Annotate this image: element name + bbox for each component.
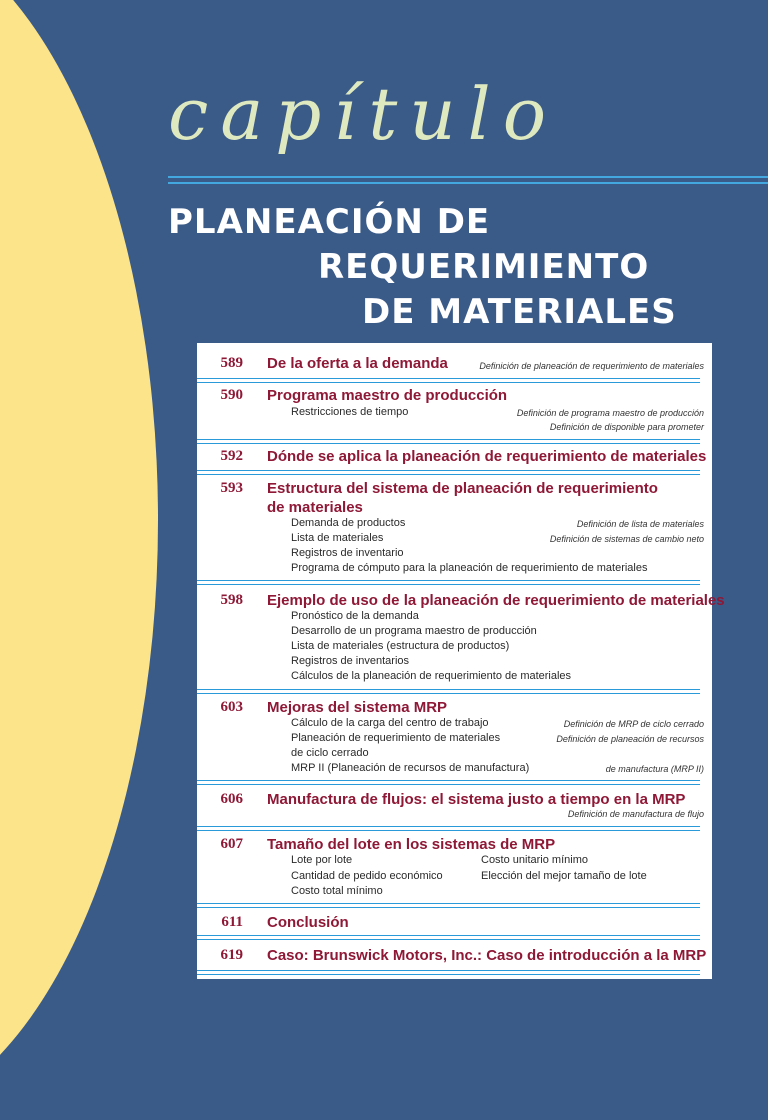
separator (197, 935, 700, 940)
separator (197, 689, 700, 694)
page-number: 592 (220, 448, 243, 464)
page-number: 603 (220, 699, 243, 715)
separator (197, 826, 700, 831)
page-number: 619 (220, 947, 243, 963)
section-heading: Caso: Brunswick Motors, Inc.: Caso de introducción a la MRP (267, 947, 707, 964)
page-number: 589 (220, 355, 243, 371)
definition: Definición de sistemas de cambio neto (549, 534, 704, 544)
page-number: 607 (220, 836, 243, 852)
section-heading: Programa maestro de producción (267, 387, 508, 404)
subsection: Demanda de productos (291, 517, 406, 529)
separator (197, 970, 700, 975)
subsection: Planeación de requerimiento de materiales (291, 732, 501, 744)
subsection: Costo total mínimo (291, 885, 383, 897)
subsection: Cantidad de pedido económico (291, 870, 443, 882)
definition: Definición de planeación de requerimiento de materiales (479, 361, 704, 371)
definition: Definición de programa maestro de producción (516, 408, 704, 418)
subsection: de ciclo cerrado (291, 747, 369, 759)
definition: Definición de disponible para prometer (549, 422, 704, 432)
title-line-3: DE MATERIALES (362, 292, 677, 332)
separator (197, 378, 700, 383)
subsection: Programa de cómputo para la planeación de requerimiento de materiales (291, 562, 648, 574)
definition: Definición de planeación de recursos (556, 734, 704, 744)
section-heading: Tamaño del lote en los sistemas de MRP (267, 836, 556, 853)
separator (197, 439, 700, 444)
separator (197, 780, 700, 785)
subsection: Lote por lote (291, 854, 353, 866)
separator (197, 903, 700, 908)
subsection: Lista de materiales (estructura de productos) (291, 640, 510, 652)
section-heading: Dónde se aplica la planeación de requerimiento de materiales (267, 448, 707, 465)
yellow-side-panel (0, 0, 158, 1120)
subsection: Pronóstico de la demanda (291, 610, 419, 622)
page-number: 598 (220, 592, 243, 608)
definition: Definición de manufactura de flujo (567, 809, 704, 819)
page-number: 593 (220, 480, 243, 496)
chapter-word: capítulo (168, 72, 559, 156)
subsection: Costo unitario mínimo (481, 854, 588, 866)
subsection: Registros de inventarios (291, 655, 410, 667)
table-of-contents (197, 343, 725, 979)
section-heading: Ejemplo de uso de la planeación de requerimiento de materiales (267, 592, 725, 609)
separator (197, 580, 700, 585)
page-number: 606 (220, 791, 243, 807)
definition: Definición de MRP de ciclo cerrado (563, 719, 704, 729)
section-heading: Conclusión (267, 914, 349, 931)
subsection: Registros de inventario (291, 547, 404, 559)
subsection: MRP II (Planeación de recursos de manufactura) (291, 762, 530, 774)
section-heading: Manufactura de flujos: el sistema justo a tiempo en la MRP (267, 791, 686, 808)
title-line-2: REQUERIMIENTO (318, 247, 650, 287)
section-heading-cont: de materiales (267, 499, 363, 516)
definition: de manufactura (MRP II) (605, 764, 704, 774)
separator (197, 470, 700, 475)
page-number: 611 (221, 914, 243, 930)
subsection: Restricciones de tiempo (291, 406, 409, 418)
definition: Definición de lista de materiales (576, 519, 704, 529)
subsection: Cálculo de la carga del centro de trabajo (291, 717, 489, 729)
section-heading: Mejoras del sistema MRP (267, 699, 448, 716)
subsection: Cálculos de la planeación de requerimiento de materiales (291, 670, 572, 682)
chapter-rule (168, 176, 768, 184)
section-heading: Estructura del sistema de planeación de requerimiento (267, 480, 658, 497)
page-number: 590 (220, 387, 243, 403)
subsection: Lista de materiales (291, 532, 384, 544)
title-line-1: PLANEACIÓN DE (168, 202, 491, 242)
section-heading: De la oferta a la demanda (267, 355, 448, 372)
subsection: Desarrollo de un programa maestro de producción (291, 625, 537, 637)
subsection: Elección del mejor tamaño de lote (481, 870, 647, 882)
